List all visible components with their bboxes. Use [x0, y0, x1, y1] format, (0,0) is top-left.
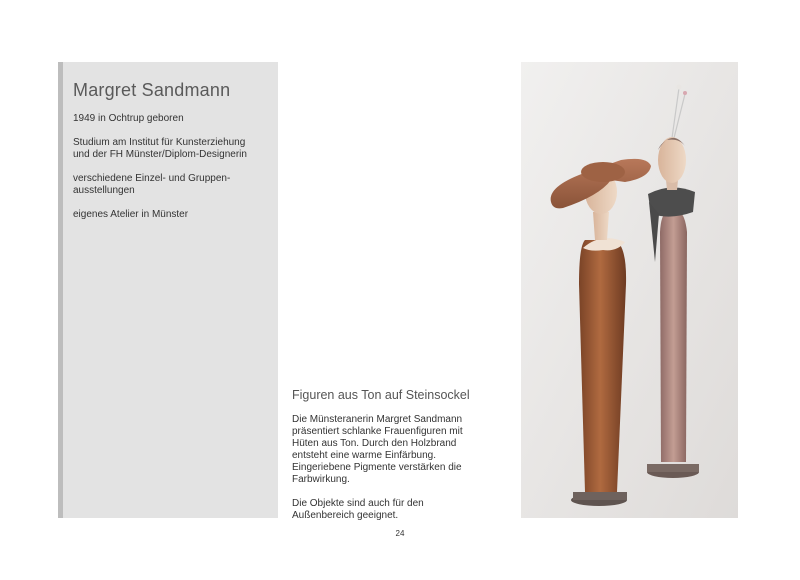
sculpture-illustration	[521, 62, 738, 518]
artist-bio-panel	[58, 62, 278, 518]
description-paragraph-2: Die Objekte sind auch für den Außenbereich geeignet.	[292, 498, 424, 521]
artwork-description	[292, 388, 507, 534]
bio-exhibitions: verschiedene Einzel- und Gruppen- ausstellungen	[73, 173, 231, 196]
artwork-title: Figuren aus Ton auf Steinsockel	[292, 388, 470, 402]
sculpture-photo	[521, 62, 738, 518]
photo-background	[521, 62, 738, 518]
bio-education: Studium am Institut für Kunsterziehung und der FH Münster/Diplom-Designerin	[73, 137, 247, 160]
page-number: 24	[395, 529, 405, 538]
bio-studio: eigenes Atelier in Münster	[73, 209, 189, 220]
artist-name: Margret Sandmann	[73, 80, 231, 100]
bio-birth: 1949 in Ochtrup geboren	[73, 113, 184, 124]
description-paragraph-1: Die Münsteranerin Margret Sandmann präsentiert schlanke Frauenfiguren mit Hüten aus Ton. Durch den Holzbrand entsteht eine warme Einfärbung. Eingeriebene Pigmente verstärken die Farbwirkung.	[292, 414, 463, 485]
